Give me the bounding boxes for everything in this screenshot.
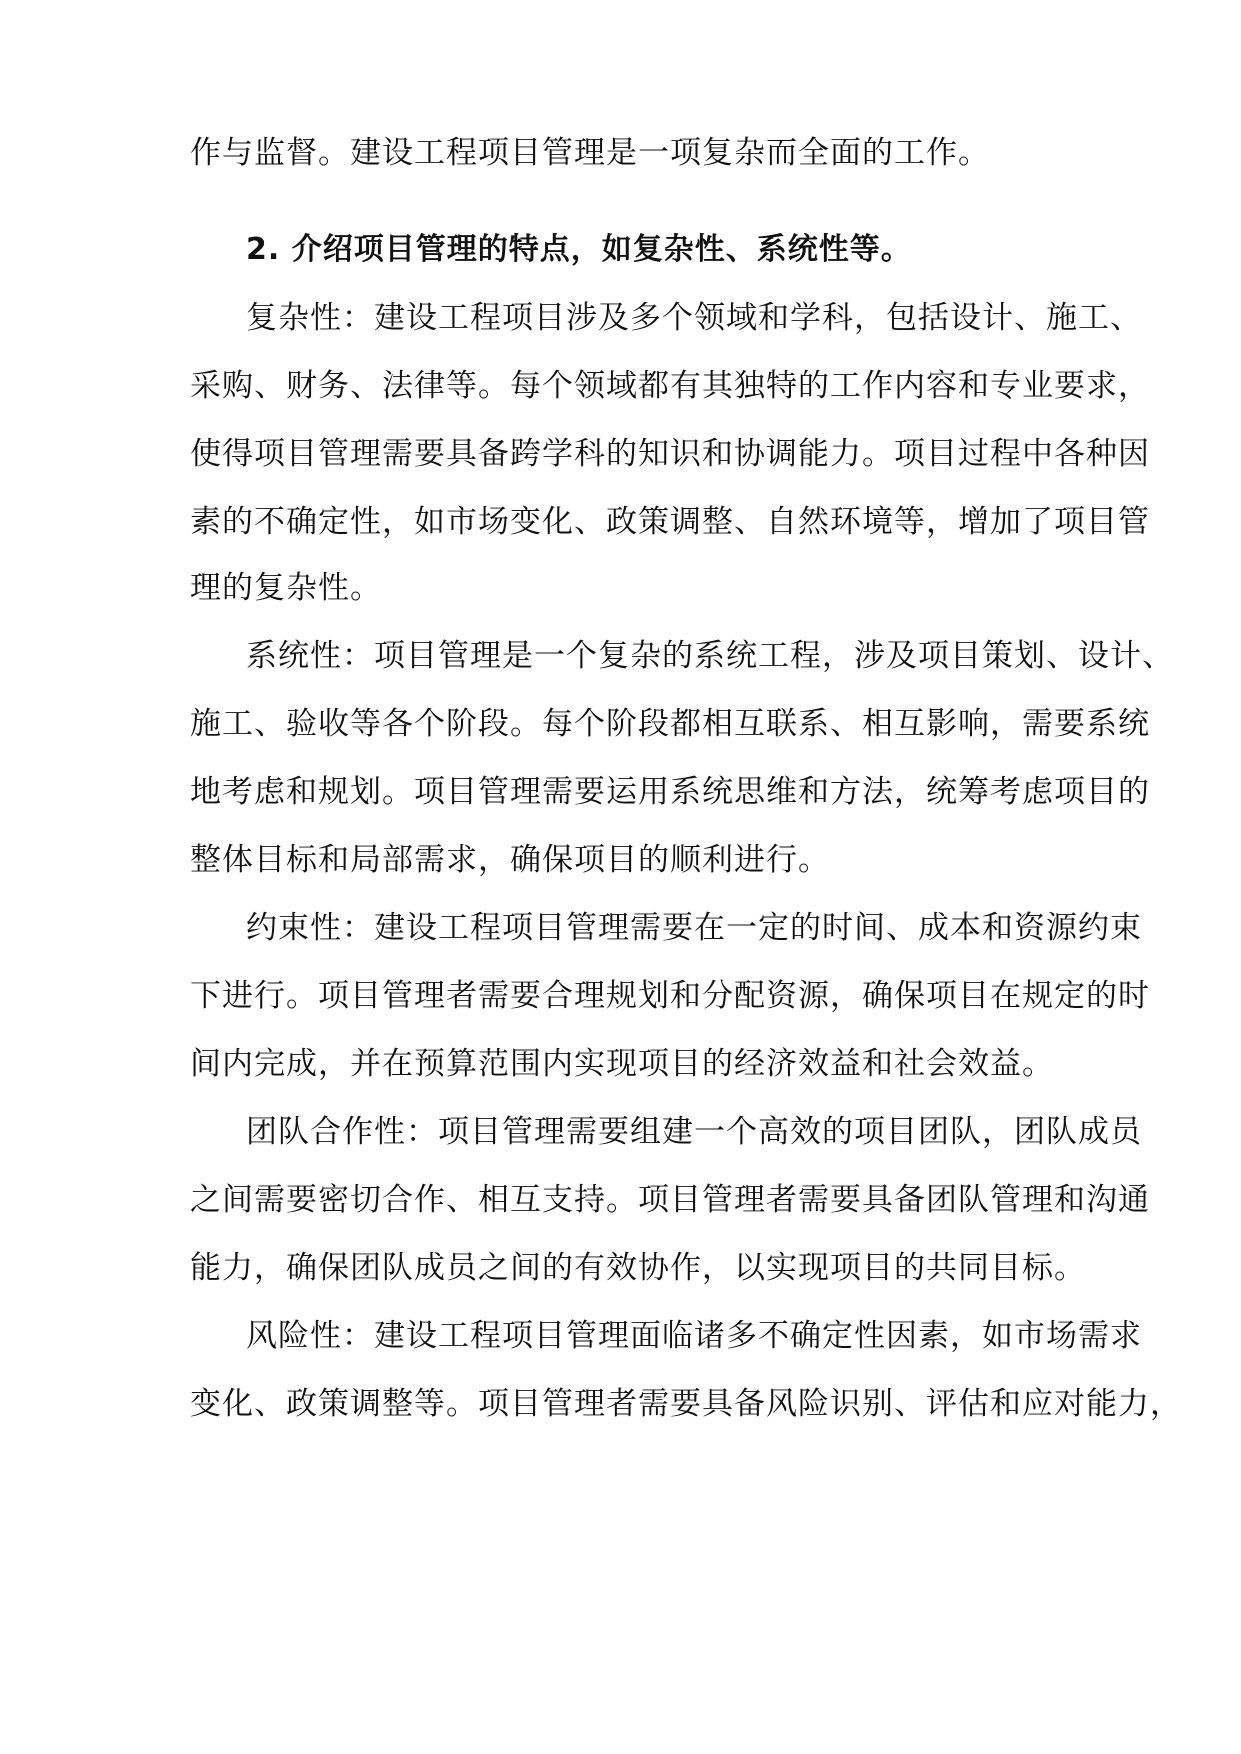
paragraph-systematic-line: 施工、验收等各个阶段。每个阶段都相互联系、相互影响，需要系统 <box>190 706 1150 742</box>
paragraph-constraint-line: 下进行。项目管理者需要合理规划和分配资源，确保项目在规定的时 <box>190 978 1150 1014</box>
paragraph-teamwork-line: 能力，确保团队成员之间的有效协作，以实现项目的共同目标。 <box>190 1250 1086 1286</box>
body-text-line: 作与监督。建设工程项目管理是一项复杂而全面的工作。 <box>190 135 990 171</box>
paragraph-risk-line: 变化、政策调整等。项目管理者需要具备风险识别、评估和应对能力， <box>190 1386 1182 1422</box>
paragraph-systematic-line: 地考虑和规划。项目管理需要运用系统思维和方法，统筹考虑项目的 <box>190 774 1150 810</box>
paragraph-teamwork-line: 团队合作性：项目管理需要组建一个高效的项目团队，团队成员 <box>246 1114 1142 1150</box>
paragraph-systematic-line: 整体目标和局部需求，确保项目的顺利进行。 <box>190 842 830 878</box>
paragraph-risk-line: 风险性：建设工程项目管理面临诸多不确定性因素，如市场需求 <box>246 1318 1142 1354</box>
section-heading: 2. 介绍项目管理的特点，如复杂性、系统性等。 <box>246 232 912 267</box>
paragraph-complexity-line: 素的不确定性，如市场变化、政策调整、自然环境等，增加了项目管 <box>190 504 1150 540</box>
paragraph-complexity-line: 采购、财务、法律等。每个领域都有其独特的工作内容和专业要求， <box>190 368 1150 404</box>
paragraph-constraint-line: 约束性：建设工程项目管理需要在一定的时间、成本和资源约束 <box>246 910 1142 946</box>
paragraph-complexity-line: 使得项目管理需要具备跨学科的知识和协调能力。项目过程中各种因 <box>190 436 1150 472</box>
paragraph-teamwork-line: 之间需要密切合作、相互支持。项目管理者需要具备团队管理和沟通 <box>190 1182 1150 1218</box>
paragraph-complexity-line: 理的复杂性。 <box>190 570 382 606</box>
paragraph-constraint-line: 间内完成，并在预算范围内实现项目的经济效益和社会效益。 <box>190 1046 1054 1082</box>
paragraph-complexity-line: 复杂性：建设工程项目涉及多个领域和学科，包括设计、施工、 <box>246 300 1142 336</box>
paragraph-systematic-line: 系统性：项目管理是一个复杂的系统工程，涉及项目策划、设计、 <box>246 638 1174 674</box>
